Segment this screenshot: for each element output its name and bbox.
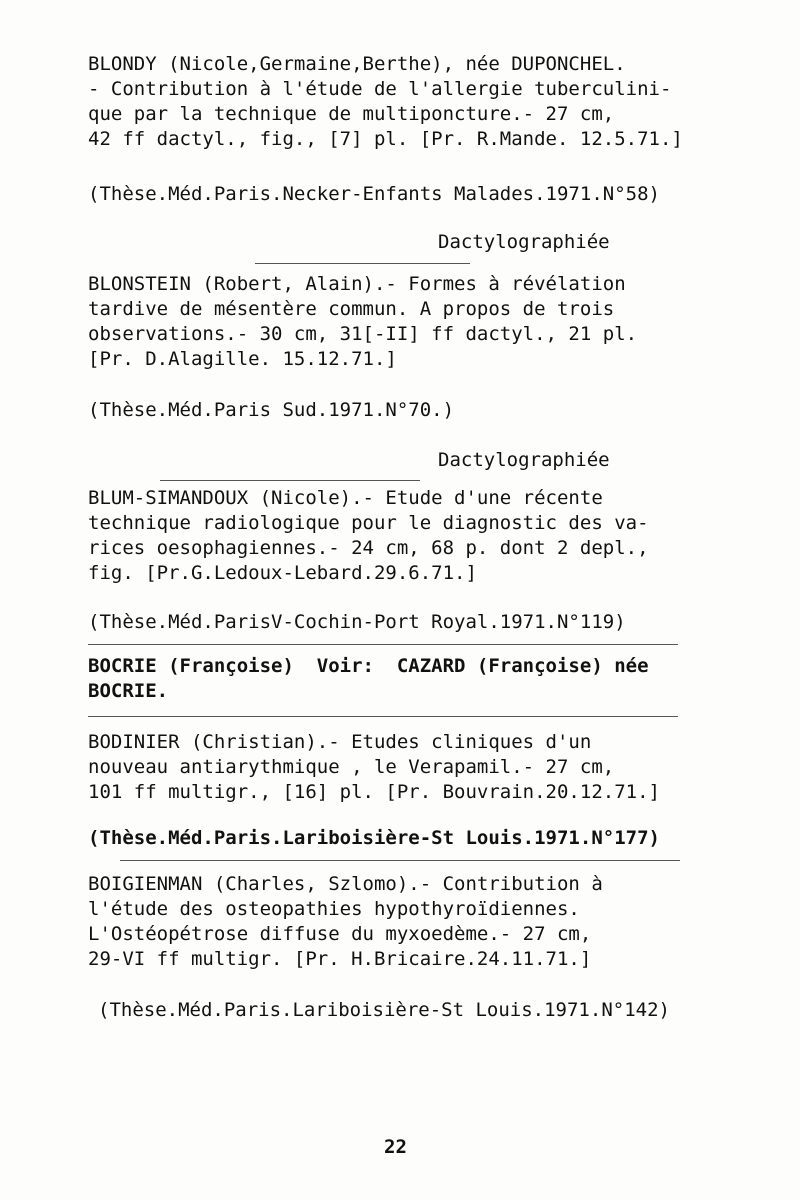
thesis-reference: (Thèse.Méd.ParisV-Cochin-Port Royal.1971.N°119)	[88, 611, 626, 633]
entry-line: rices oesophagiennes.- 24 cm, 68 p. dont 2 depl.,	[88, 537, 649, 559]
entry-line: BODINIER (Christian).- Etudes cliniques d'un	[88, 731, 592, 753]
entry-line: - Contribution à l'étude de l'allergie tuberculini-	[88, 78, 672, 100]
entry-line: BLONSTEIN (Robert, Alain).- Formes à révélation	[88, 273, 626, 295]
entry-line: fig. [Pr.G.Ledoux-Lebard.29.6.71.]	[88, 562, 477, 584]
entry-line: nouveau antiarythmique , le Verapamil.- 27 cm,	[88, 756, 615, 778]
entry-line: tardive de mésentère commun. A propos de trois	[88, 298, 615, 320]
typescript-note: Dactylographiée	[438, 231, 610, 253]
entry-divider	[88, 716, 678, 717]
thesis-reference: (Thèse.Méd.Paris Sud.1971.N°70.)	[88, 399, 455, 421]
entry-line: observations.- 30 cm, 31[-II] ff dactyl., 21 pl.	[88, 323, 638, 345]
thesis-reference: (Thèse.Méd.Paris.Lariboisière-St Louis.1971.N°177)	[88, 827, 660, 849]
entry-line: [Pr. D.Alagille. 15.12.71.]	[88, 348, 397, 370]
entry-divider	[88, 644, 678, 645]
entry-line: que par la technique de multiponcture.- 27 cm,	[88, 103, 615, 125]
bibliography-entry-blonstein	[88, 272, 728, 372]
bibliography-entry-blondy	[88, 52, 728, 152]
entry-divider	[255, 263, 470, 264]
entry-line: l'étude des osteopathies hypothyroïdiennes.	[88, 898, 580, 920]
entry-line: 101 ff multigr., [16] pl. [Pr. Bouvrain.20.12.71.]	[88, 781, 660, 803]
bibliography-entry-boigienman	[88, 872, 728, 972]
typescript-note: Dactylographiée	[438, 449, 610, 471]
bibliography-entry-bocrie	[88, 654, 728, 704]
entry-divider	[160, 480, 420, 481]
entry-line: BOCRIE (Françoise) Voir: CAZARD (Françoise) née	[88, 655, 649, 677]
thesis-reference: (Thèse.Méd.Paris.Necker-Enfants Malades.1971.N°58)	[88, 183, 660, 205]
entry-line: 42 ff dactyl., fig., [7] pl. [Pr. R.Mande. 12.5.71.]	[88, 128, 683, 150]
entry-line: 29-VI ff multigr. [Pr. H.Bricaire.24.11.71.]	[88, 948, 592, 970]
show-through-artifact	[380, 1040, 700, 1120]
entry-line: BOCRIE.	[88, 680, 169, 702]
entry-line: BLONDY (Nicole,Germaine,Berthe), née DUPONCHEL.	[88, 53, 626, 75]
entry-line: BOIGIENMAN (Charles, Szlomo).- Contribution à	[88, 873, 603, 895]
thesis-reference: (Thèse.Méd.Paris.Lariboisière-St Louis.1971.N°142)	[98, 999, 670, 1021]
bibliography-entry-blum-simandoux	[88, 486, 728, 586]
bibliography-entry-bodinier	[88, 730, 728, 805]
entry-line: technique radiologique pour le diagnostic des va-	[88, 512, 649, 534]
entry-line: L'Ostéopétrose diffuse du myxoedème.- 27 cm,	[88, 923, 592, 945]
entry-divider	[120, 860, 680, 861]
page-number: 22	[384, 1136, 407, 1158]
entry-line: BLUM-SIMANDOUX (Nicole).- Etude d'une récente	[88, 487, 603, 509]
